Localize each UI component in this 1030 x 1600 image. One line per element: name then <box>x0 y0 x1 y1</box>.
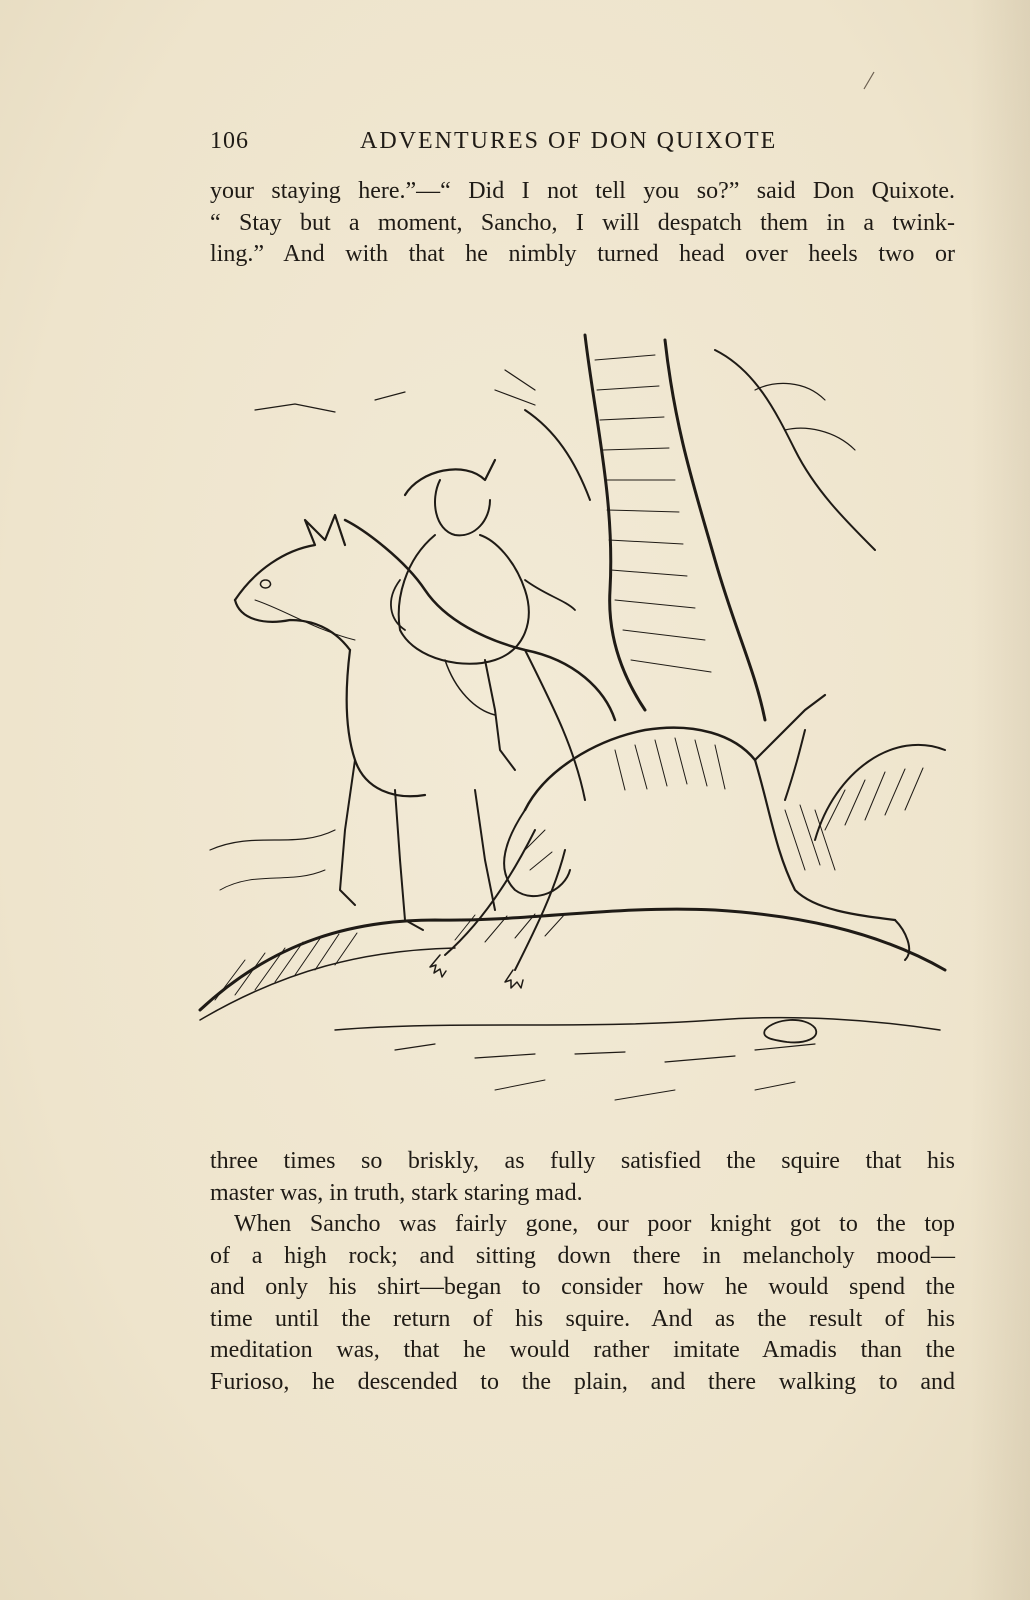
text-line: “ Stay but a moment, Sancho, I will despatch them in a twink- <box>210 209 955 236</box>
text-line: master was, in truth, stark staring mad. <box>210 1179 583 1206</box>
running-header <box>210 128 950 164</box>
top-paragraph <box>210 176 955 271</box>
text-line: meditation was, that he would rather imitate Amadis than the <box>210 1337 955 1363</box>
running-title: ADVENTURES OF DON QUIXOTE <box>360 128 778 154</box>
text-line: When Sancho was fairly gone, our poor knight got to the top <box>234 1211 955 1237</box>
text-line: and only his shirt—began to consider how he would spend the <box>210 1274 955 1300</box>
text-line: ling.” And with that he nimbly turned head over heels two or <box>210 241 955 267</box>
page-edge-shadow <box>970 0 1030 1600</box>
text-line: time until the return of his squire. And as the result of his <box>210 1305 955 1332</box>
engraving-sancho-on-donkey-don-quixote-head-over-heels-icon <box>195 330 955 1110</box>
text-line: of a high rock; and sitting down there in melancholy mood— <box>210 1242 955 1269</box>
text-line: three times so briskly, as fully satisfied the squire that his <box>210 1148 955 1174</box>
bottom-paragraph-1 <box>210 1146 955 1209</box>
bottom-paragraph-2 <box>210 1209 955 1398</box>
page-number: 106 <box>210 128 249 154</box>
pencil-mark-icon <box>862 70 876 90</box>
text-line: your staying here.”—“ Did I not tell you so?” said Don Quixote. <box>210 178 955 204</box>
text-line: Furioso, he descended to the plain, and there walking to and <box>210 1368 955 1395</box>
